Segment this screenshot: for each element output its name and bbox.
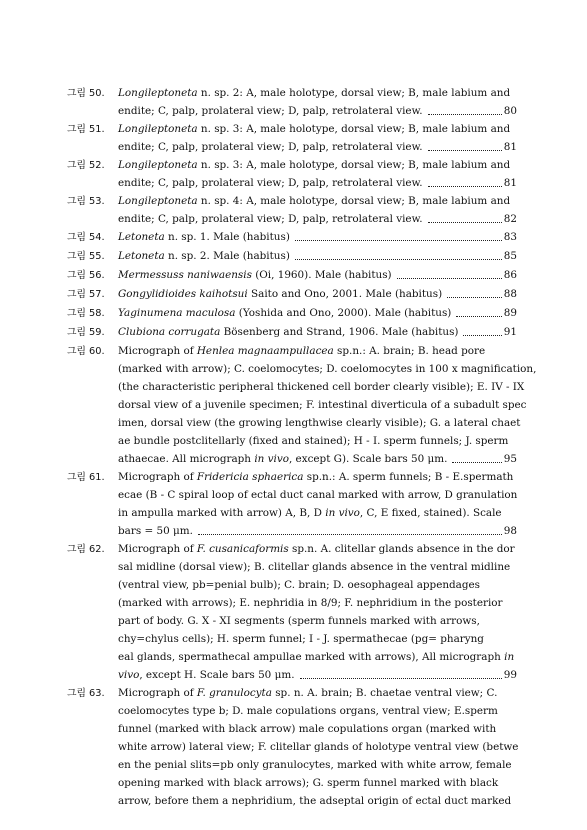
caption-text: athaecae. All micrograph [118,453,255,465]
caption-line [118,247,517,265]
caption-line [118,684,517,702]
caption-line [118,174,517,192]
caption-line [118,774,517,792]
caption-text: Micrograph of [118,687,197,699]
taxon-name: Longileptoneta [118,123,198,135]
figure-entry [67,540,517,684]
caption-text: n. sp. 3: A, male holotype, dorsal view; B, male labium and [197,159,511,171]
figure-caption [118,285,517,304]
figure-entry [67,266,517,285]
caption-text: sal midline (dorsal view); B. clitellar glands absence in the ventral midline [118,561,511,573]
caption-text: Saito and Ono, 2001. Male (habitus) [247,288,443,300]
figure-number-label: 그림 61. [67,472,105,483]
caption-text: white arrow) lateral view; F. clitellar glands of holotype ventral view (betwe [118,741,519,753]
caption-line [118,792,517,810]
caption-text: en the penial slits=pb only granulocytes, marked with white arrow, female [118,759,512,771]
caption-text: n. sp. 1. Male (habitus) [164,231,290,243]
caption-line [118,84,517,102]
dot-leader [463,323,501,336]
caption-text: endite; C, palp, prolateral view; D, palp, retrolateral view. [118,105,423,117]
dot-leader [447,285,502,298]
taxon-name: F. granulocyta [196,687,272,699]
dot-leader [428,102,502,115]
caption-text: n. sp. 4: A, male holotype, dorsal view; B, male labium and [197,195,511,207]
caption-line [118,156,517,174]
caption-line [118,342,517,360]
caption-line [118,266,517,284]
caption-text: coelomocytes type b; D. male copulations organs, ventral view; E.sperm [118,705,498,717]
page-number: 82 [503,213,517,225]
page-number: 81 [503,177,517,189]
dot-leader [456,304,501,317]
figure-entry [67,228,517,247]
caption-text: dorsal view of a juvenile specimen; F. intestinal diverticula of a subadult spec [118,399,527,411]
figure-list [67,84,537,810]
caption-text: , except H. Scale bars 50 μm. [139,669,295,681]
figure-number [67,247,118,266]
caption-text: Micrograph of [118,345,197,357]
caption-line [118,138,517,156]
taxon-name: Clubiona corrugata [118,326,221,338]
caption-line [118,228,517,246]
caption-line [118,540,517,558]
figure-entry [67,156,517,192]
caption-text: (marked with arrows); E. nephridia in 8/9; F. nephridium in the posterior [118,597,503,609]
figure-caption [118,540,517,684]
figure-entry [67,468,517,540]
figure-caption [118,684,517,810]
caption-text: (Oi, 1960). Male (habitus) [251,269,392,281]
caption-line [118,360,537,378]
caption-text: ae bundle postclitellarly (fixed and stained); H - I. sperm funnels; J. sperm [118,435,509,447]
caption-text: Micrograph of [118,471,197,483]
caption-text: funnel (marked with black arrow) male copulations organ (marked with [118,723,497,735]
figure-number [67,323,118,342]
caption-text: n. sp. 3: A, male holotype, dorsal view; B, male labium and [197,123,511,135]
caption-text: sp.n.: A. sperm funnels; B - E.spermath [303,471,514,483]
caption-text: n. sp. 2. Male (habitus) [164,250,290,262]
caption-text: sp.n.: A. brain; B. head pore [333,345,486,357]
caption-text: in ampulla marked with arrow) A, B, D [118,507,326,519]
caption-line [118,594,517,612]
caption-text: opening marked with black arrows); G. sperm funnel marked with black [118,777,499,789]
caption-line [118,102,517,120]
figure-number [67,120,118,156]
caption-text: sp. n. A. brain; B. chaetae ventral view; C. [271,687,498,699]
dot-leader [428,138,502,151]
caption-line [118,522,517,540]
figure-number-label: 그림 62. [67,544,105,555]
caption-line [118,702,517,720]
caption-line [118,504,517,522]
figure-caption [118,342,537,468]
caption-line [118,323,517,341]
figure-number [67,684,118,810]
page-number: 89 [503,307,517,319]
dot-leader [300,666,502,679]
page-number: 81 [503,141,517,153]
caption-text: , except G). Scale bars 50 μm. [288,453,448,465]
caption-text: endite; C, palp, prolateral view; D, palp, retrolateral view. [118,213,423,225]
figure-number-label: 그림 55. [67,251,105,262]
figure-caption [118,304,517,323]
caption-line [118,285,517,303]
caption-line [118,432,517,450]
figure-number-label: 그림 57. [67,289,105,300]
taxon-name: in vivo [254,453,289,465]
caption-line [118,630,517,648]
figure-entry [67,285,517,304]
caption-text: endite; C, palp, prolateral view; D, palp, retrolateral view. [118,141,423,153]
page-number: 88 [503,288,517,300]
taxon-name: Gongylidioides kaihotsui [118,288,248,300]
figure-caption [118,247,517,266]
caption-line [118,210,517,228]
caption-text: , C, E fixed, stained). Scale [359,507,502,519]
figure-number-label: 그림 63. [67,688,105,699]
caption-line [118,576,517,594]
caption-text: imen, dorsal view (the growing lengthwise clearly visible); G. a lateral chaet [118,417,521,429]
caption-text: chy=chylus cells); H. sperm funnel; I - J. spermathecae (pg= pharyng [118,633,484,645]
figure-entry [67,304,517,323]
taxon-name: in vivo [325,507,360,519]
dot-leader [198,522,502,535]
caption-text: Bösenberg and Strand, 1906. Male (habitus) [220,326,459,338]
figure-number-label: 그림 59. [67,327,105,338]
figure-number [67,285,118,304]
caption-text: part of body. G. X - XI segments (sperm funnels marked with arrows, [118,615,480,627]
figure-caption [118,192,517,228]
taxon-name: Henlea magnaampullacea [196,345,334,357]
caption-text: (ventral view, pb=penial bulb); C. brain; D. oesophageal appendages [118,579,481,591]
caption-text: Micrograph of [118,543,197,555]
figure-caption [118,323,517,342]
figure-caption [118,468,517,540]
caption-line [118,414,521,432]
figure-entry [67,192,517,228]
figure-number [67,304,118,323]
figure-caption [118,156,517,192]
taxon-name: Yaginumena maculosa [118,307,236,319]
caption-line [118,378,525,396]
figure-number-label: 그림 58. [67,308,105,319]
figure-number-label: 그림 53. [67,196,105,207]
figure-entry [67,247,517,266]
page-number: 83 [503,231,517,243]
taxon-name: in [504,651,515,663]
figure-number-label: 그림 54. [67,232,105,243]
figure-number [67,342,118,468]
caption-line [118,738,517,756]
figure-number-label: 그림 60. [67,346,105,357]
caption-line [118,486,517,504]
figure-number [67,228,118,247]
caption-line [118,756,517,774]
figure-number [67,84,118,120]
figure-number-label: 그림 51. [67,124,105,135]
dot-leader [397,266,502,279]
figure-caption [118,120,517,156]
caption-text: arrow, before them a nephridium, the adseptal origin of ectal duct marked [118,795,512,807]
figure-number-label: 그림 50. [67,88,105,99]
figure-number [67,266,118,285]
figure-number [67,468,118,540]
page-number: 86 [503,269,517,281]
figure-number [67,192,118,228]
caption-text: ecae (B - C spiral loop of ectal duct canal marked with arrow, D granulation [118,489,518,501]
caption-text: bars = 50 μm. [118,525,193,537]
caption-text: (the characteristic peripheral thickened cell border clearly visible); E. IV - IX [118,381,525,393]
dot-leader [428,174,502,187]
caption-line [118,192,517,210]
taxon-name: Letoneta [118,250,165,262]
figure-number [67,156,118,192]
page-number: 80 [503,105,517,117]
figure-caption [118,266,517,285]
dot-leader [295,228,502,241]
figure-entry [67,684,517,810]
page-number: 99 [503,669,517,681]
taxon-name: Longileptoneta [118,159,198,171]
caption-line [118,612,517,630]
taxon-name: Letoneta [118,231,165,243]
caption-line [118,648,517,666]
page-number: 91 [503,326,517,338]
taxon-name: vivo [118,669,140,681]
caption-text: (Yoshida and Ono, 2000). Male (habitus) [235,307,452,319]
caption-line [118,120,517,138]
taxon-name: Longileptoneta [118,87,198,99]
figure-number-label: 그림 52. [67,160,105,171]
figure-number-label: 그림 56. [67,270,105,281]
caption-line [118,450,517,468]
taxon-name: Longileptoneta [118,195,198,207]
figure-entry [67,323,517,342]
caption-text: endite; C, palp, prolateral view; D, palp, retrolateral view. [118,177,423,189]
page-number: 98 [503,525,517,537]
caption-line [118,720,517,738]
page-number: 85 [503,250,517,262]
caption-line [118,304,517,322]
taxon-name: Fridericia sphaerica [196,471,304,483]
caption-text: sp.n. A. clitellar glands absence in the dor [288,543,515,555]
figure-caption [118,84,517,120]
caption-text: n. sp. 2: A, male holotype, dorsal view; B, male labium and [197,87,511,99]
caption-line [118,468,517,486]
caption-line [118,666,517,684]
caption-text: (marked with arrow); C. coelomocytes; D. coelomocytes in 100 x magnification, [118,363,537,375]
caption-line [118,558,517,576]
dot-leader [452,450,501,463]
figure-entry [67,84,517,120]
taxon-name: Mermessuss naniwaensis [118,269,252,281]
caption-text: eal glands, spermathecal ampullae marked with arrows), All micrograph [118,651,505,663]
caption-line [118,396,527,414]
figure-entry [67,120,517,156]
figure-entry [67,342,537,468]
taxon-name: F. cusanicaformis [196,543,289,555]
page-number: 95 [503,453,517,465]
figure-caption [118,228,517,247]
figure-number [67,540,118,684]
dot-leader [295,247,502,260]
dot-leader [428,210,502,223]
